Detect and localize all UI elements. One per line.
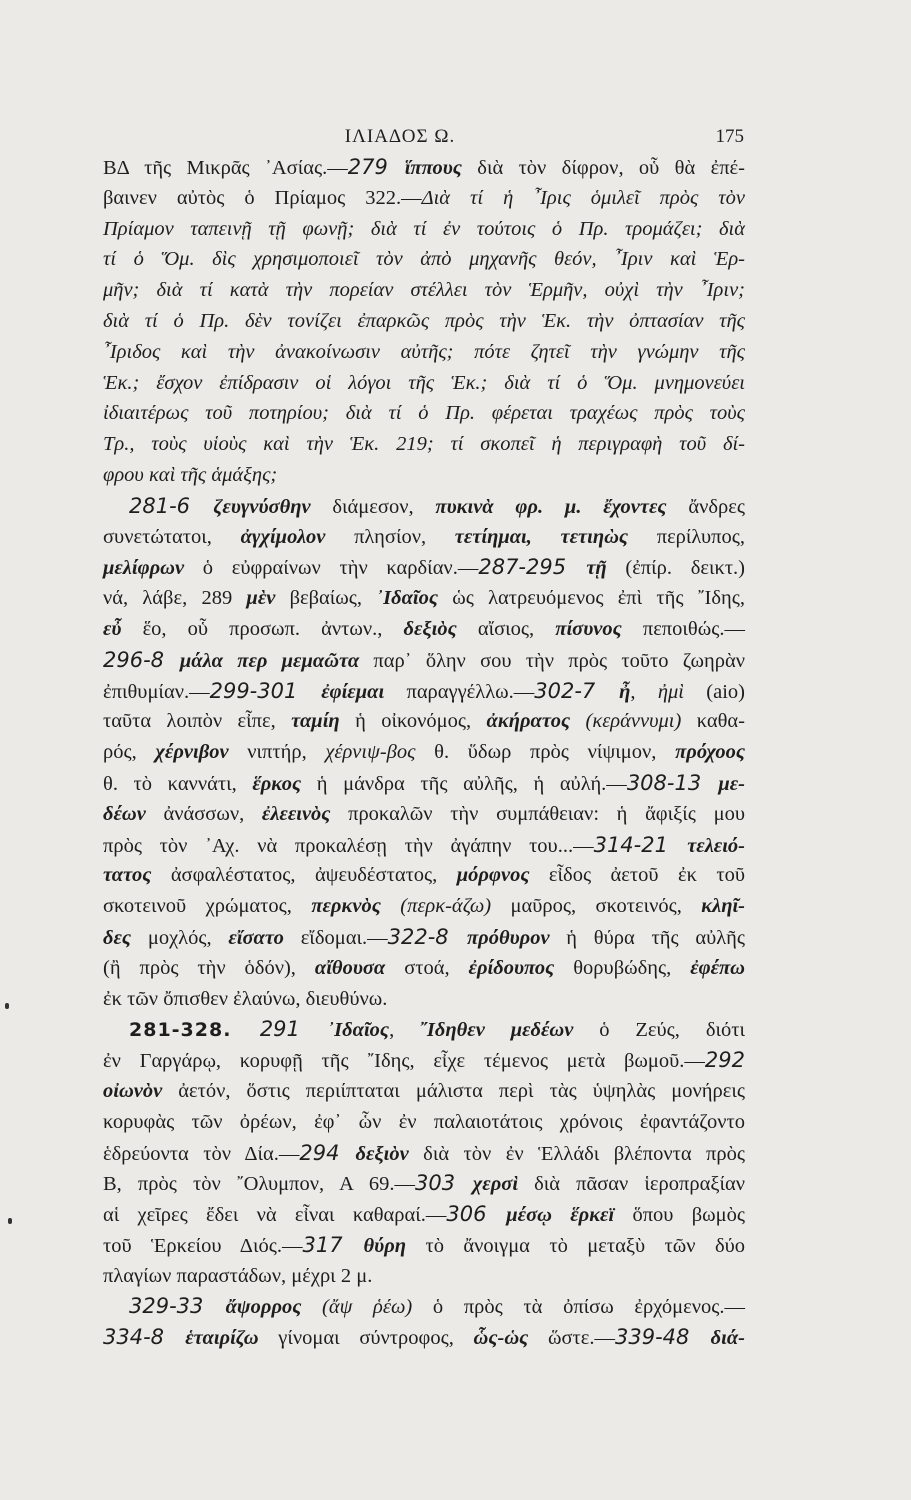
headword: πρόθυρον bbox=[466, 926, 550, 949]
text-line bbox=[103, 522, 745, 553]
roman-text: εἴδομαι.— bbox=[283, 926, 388, 949]
headword: χερσὶ bbox=[472, 1173, 519, 1196]
roman-text: ἐκ τῶν ὄπισθεν ἐλαύνω, διευθύνω. bbox=[103, 987, 388, 1010]
headword: διά- bbox=[710, 1327, 746, 1350]
headword: ἐλεεινὸς bbox=[261, 802, 331, 825]
roman-text: στοά, bbox=[385, 956, 469, 979]
text-line bbox=[103, 768, 745, 799]
headword: οἰωνὸν bbox=[103, 1079, 163, 1102]
line-reference: 292 bbox=[704, 1048, 745, 1073]
line-reference: 317 bbox=[302, 1232, 364, 1257]
roman-text: βεβαίως, bbox=[275, 587, 377, 610]
roman-text: παραγγέλλω.— bbox=[384, 680, 535, 703]
roman-text: (ἢ πρὸς τὴν ὁδόν), bbox=[103, 956, 315, 979]
roman-text: ρός, bbox=[103, 741, 156, 764]
roman-text: διὰ τὸν δίφρον, οὗ θὰ ἐπέ- bbox=[461, 157, 745, 179]
headword: τελειό- bbox=[687, 834, 745, 857]
headword: δες bbox=[103, 926, 132, 949]
headword: μὲν bbox=[246, 587, 276, 610]
roman-text: αἱ χεῖρες ἔδει νὰ εἶναι καθαραί.— bbox=[103, 1204, 447, 1227]
headword: πυκινὰ φρ. μ. ἔχοντες bbox=[435, 495, 667, 518]
roman-text: σκοτεινοῦ χρώματος, bbox=[103, 895, 312, 918]
body-text bbox=[103, 152, 745, 1353]
headword: μέσῳ ἕρκεϊ bbox=[506, 1204, 615, 1227]
text-line bbox=[103, 984, 745, 1015]
roman-text: διὰ πᾶσαν ἱεροπραξίαν bbox=[518, 1173, 745, 1196]
roman-text: ὁ εὐφραίνων τὴν καρδίαν.— bbox=[184, 557, 479, 580]
text-line bbox=[103, 275, 745, 306]
line-reference: 329-33 bbox=[129, 1294, 226, 1319]
line-reference: 281-6 bbox=[129, 493, 214, 518]
roman-text: , bbox=[389, 1019, 421, 1042]
text-line bbox=[103, 799, 745, 830]
text-line bbox=[103, 306, 745, 337]
text-line bbox=[103, 1014, 745, 1045]
italic-text: ῏Ιριδος καὶ τὴν ἀνακοίνωσιν αὐτῆς; πότε ζητεῖ τὴν γνώμην τῆς bbox=[103, 340, 745, 363]
roman-text: γίνομαι σύντροφος, bbox=[258, 1327, 474, 1350]
roman-text: ἕο, οὗ προσωπ. ἀντων., bbox=[121, 617, 404, 640]
roman-text: Β, πρὸς τὸν ῎Ολυμπον, Α 69.— bbox=[103, 1173, 416, 1196]
line-reference: 291 bbox=[259, 1017, 328, 1042]
italic-text: (κεράννυμι) bbox=[570, 710, 682, 733]
headword: δεξιὸς bbox=[403, 617, 457, 640]
text-line bbox=[103, 1138, 745, 1169]
roman-text: μοχλός, bbox=[131, 926, 229, 949]
headword: θύρη bbox=[363, 1234, 407, 1257]
text-line bbox=[103, 1261, 745, 1292]
headword: ἐφίεμαι bbox=[321, 680, 385, 703]
text-line bbox=[103, 645, 745, 676]
line-reference: 334-8 bbox=[103, 1325, 186, 1350]
headword: πίσυνος bbox=[555, 617, 622, 640]
roman-text: προκαλῶν τὴν συμπάθειαν: ἡ ἄφιξίς μου bbox=[330, 802, 745, 825]
text-line bbox=[103, 244, 745, 275]
roman-text: (ἐπίρ. δεικτ.) bbox=[606, 557, 746, 580]
headword: ἐρίδουπος bbox=[468, 956, 555, 979]
headword: μελίφρων bbox=[103, 557, 185, 580]
headword: εὖ bbox=[103, 617, 122, 640]
headword: δέων bbox=[103, 802, 146, 825]
headword: κληῖ- bbox=[701, 895, 745, 918]
headword: ἄψορρος bbox=[225, 1296, 302, 1319]
text-line bbox=[103, 1045, 745, 1076]
section-heading: 281-328. bbox=[129, 1019, 260, 1042]
roman-text: , bbox=[630, 680, 658, 703]
roman-text: νά, λάβε, 289 bbox=[103, 587, 247, 610]
headword: εἴσατο bbox=[228, 926, 284, 949]
headword: δεξιὸν bbox=[355, 1142, 409, 1165]
roman-text: ἡ μάνδρα τῆς αὐλῆς, ἡ αὐλή.— bbox=[301, 772, 627, 795]
headword: τατος bbox=[103, 864, 152, 887]
italic-text: φρου καὶ τῆς ἁμάξης; bbox=[103, 463, 278, 486]
roman-text: ὅπου βωμὸς bbox=[614, 1204, 745, 1227]
page-number: 175 bbox=[715, 126, 744, 147]
italic-text: Τρ., τοὺς υἱοὺς καὶ τὴν Ἑκ. 219; τί σκοπεῖ ἡ περιγραφὴ τοῦ δί- bbox=[103, 433, 745, 456]
line-reference: 303 bbox=[415, 1171, 473, 1196]
italic-text: διὰ τί ὁ Πρ. δὲν τονίζει ἐπαρκῶς πρὸς τὴν Ἑκ. τὴν ὀπτασίαν τῆς bbox=[103, 309, 745, 332]
roman-text: διάμεσον, bbox=[310, 495, 436, 518]
text-line bbox=[103, 1291, 745, 1322]
text-line bbox=[103, 891, 745, 922]
headword: ᾿Ιδαῖος bbox=[376, 587, 438, 610]
text-line bbox=[103, 953, 745, 984]
headword: περκνὸς bbox=[311, 895, 381, 918]
roman-text: ἄνδρες bbox=[666, 495, 745, 518]
line-reference: 302-7 bbox=[534, 678, 620, 703]
text-line bbox=[103, 152, 745, 183]
text-line bbox=[103, 860, 745, 891]
text-line bbox=[103, 614, 745, 645]
roman-text: ὥστε.— bbox=[528, 1327, 616, 1350]
headword: τετίημαι, τετιηὼς bbox=[454, 525, 629, 548]
headword: ἵππους bbox=[404, 157, 462, 179]
line-reference: 339-48 bbox=[615, 1325, 711, 1350]
text-line bbox=[103, 676, 745, 707]
text-line bbox=[103, 1076, 745, 1107]
roman-text: ὡς λατρευόμενος ἐπὶ τῆς ῎Ιδης, bbox=[438, 587, 745, 610]
headword: ταμίη bbox=[291, 710, 340, 733]
roman-text: ἐν Γαργάρῳ, κορυφῇ τῆς ῎Ιδης, εἶχε τέμενος μετὰ βωμοῦ.— bbox=[103, 1050, 705, 1073]
text-line bbox=[103, 583, 745, 614]
line-reference: 314-21 bbox=[593, 832, 688, 857]
headword: ὧς-ὡς bbox=[473, 1327, 529, 1350]
text-line bbox=[103, 830, 745, 861]
running-header-title: ΙΛΙΑΔΟΣ Ω. bbox=[344, 126, 456, 147]
italic-text: Πρίαμον ταπεινῇ τῇ φωνῇ; διὰ τί ἐν τούτοις ὁ Πρ. τρομάζει; διὰ bbox=[103, 217, 745, 240]
roman-text: κορυφὰς τῶν ὀρέων, ἐφ᾿ ὧν ἐν παλαιοτάτοις χρόνοις ἐφαντάζοντο bbox=[103, 1110, 745, 1133]
roman-text: περίλυπος, bbox=[628, 525, 745, 548]
roman-text: εἶδος ἀετοῦ ἐκ τοῦ bbox=[529, 864, 746, 887]
italic-text: ἠμὶ bbox=[657, 680, 684, 703]
italic-text: μῆν; διὰ τί κατὰ τὴν πορείαν στέλλει τὸν Ἑρμῆν, οὐχὶ τὴν ῏Ιριν; bbox=[103, 279, 745, 302]
italic-text: ἰδιαιτέρως τοῦ ποτηρίου; διὰ τί ὁ Πρ. φέρεται τραχέως πρὸς τοὺς bbox=[103, 402, 745, 425]
text-line bbox=[103, 1168, 745, 1199]
roman-text: ταῦτα λοιπὸν εἶπε, bbox=[103, 710, 292, 733]
text-line bbox=[103, 214, 745, 245]
text-line bbox=[103, 183, 745, 214]
italic-text: Διὰ τί ἡ ῏Ιρις ὁμιλεῖ πρὸς τὸν bbox=[421, 186, 745, 209]
line-reference: 308-13 bbox=[626, 770, 719, 795]
roman-text: θ. ὕδωρ πρὸς νίψιμον, bbox=[415, 741, 676, 764]
line-reference: 287-295 bbox=[478, 555, 587, 580]
headword: ἑταιρίζω bbox=[185, 1327, 259, 1350]
italic-text: τί ὁ Ὅμ. δὶς χρησιμοποιεῖ τὸν ἀπὸ μηχανῆς θεόν, ῏Ιριν καὶ Ἑρ- bbox=[103, 248, 745, 271]
italic-text: Ἑκ.; ἔσχον ἐπίδρασιν οἱ λόγοι τῆς Ἑκ.; διὰ τί ὁ Ὅμ. μνημονεύει bbox=[103, 371, 745, 394]
roman-text: ἡ οἰκονόμος, bbox=[339, 710, 487, 733]
text-line bbox=[103, 1199, 745, 1230]
roman-text: θορυβώδης, bbox=[554, 956, 691, 979]
headword: μόρφνος bbox=[456, 864, 530, 887]
roman-text: ὁ Ζεύς, διότι bbox=[573, 1019, 745, 1042]
roman-text: ΒΔ τῆς Μικρᾶς ᾿Ασίας.— bbox=[103, 157, 348, 179]
text-line bbox=[103, 337, 745, 368]
roman-text: συνετώτατοι, bbox=[103, 525, 241, 548]
roman-text: τοῦ Ἑρκείου Διός.— bbox=[103, 1234, 303, 1257]
headword: ζευγνύσθην bbox=[213, 495, 311, 518]
text-line bbox=[103, 368, 745, 399]
text-line bbox=[103, 552, 745, 583]
roman-text: ἐπιθυμίαν.— bbox=[103, 680, 210, 703]
roman-text: νιπτήρ, bbox=[228, 741, 326, 764]
roman-text: ἡ θύρα τῆς αὐλῆς bbox=[549, 926, 746, 949]
headword: ἀκήρατος bbox=[486, 710, 571, 733]
text-line bbox=[103, 460, 745, 491]
headword: μάλα περ μεμαῶτα bbox=[179, 649, 360, 672]
roman-text: τὸ ἄνοιγμα τὸ μεταξὺ τῶν δύο bbox=[406, 1234, 746, 1257]
line-reference: 299-301 bbox=[209, 678, 322, 703]
roman-text: ἀετόν, ὅστις περιίπταται μάλιστα περὶ τὰς ὑψηλὰς μονήρεις bbox=[162, 1079, 745, 1102]
roman-text: παρ᾿ ὅλην σου τὴν πρὸς τοῦτο ζωηρὰν bbox=[359, 649, 745, 672]
headword: ἐφέπω bbox=[690, 956, 746, 979]
text-line bbox=[103, 737, 745, 768]
headword: ἦ bbox=[619, 680, 631, 703]
text-line bbox=[103, 1322, 745, 1353]
headword: ῎Ιδηθεν μεδέων bbox=[420, 1019, 574, 1042]
line-reference: 322-8 bbox=[387, 924, 467, 949]
roman-text: θ. τὸ καννάτι, bbox=[103, 772, 253, 795]
headword: τῇ bbox=[586, 557, 607, 580]
roman-text: πλησίον, bbox=[325, 525, 455, 548]
scan-speck bbox=[5, 1003, 9, 1009]
roman-text: καθα- bbox=[681, 710, 745, 733]
headword: με- bbox=[718, 772, 746, 795]
italic-text: (περκ-άζω) bbox=[380, 895, 492, 918]
text-line bbox=[103, 491, 745, 522]
headword: αἴθουσα bbox=[314, 956, 386, 979]
scan-speck bbox=[8, 1218, 12, 1224]
roman-text: ἑδρεύοντα τὸν Δία.— bbox=[103, 1142, 300, 1165]
roman-text: ἀνάσσων, bbox=[145, 802, 262, 825]
headword: χέρνιβον bbox=[155, 741, 229, 764]
headword: πρόχοος bbox=[675, 741, 745, 764]
text-line bbox=[103, 922, 745, 953]
roman-text: ὁ πρὸς τὰ ὀπίσω ἐρχόμενος.— bbox=[412, 1296, 745, 1319]
roman-text: πρὸς τὸν ᾿Αχ. νὰ προκαλέσῃ τὴν ἀγάπην του...— bbox=[103, 834, 594, 857]
text-line bbox=[103, 1107, 745, 1138]
line-reference: 306 bbox=[446, 1202, 507, 1227]
text-line bbox=[103, 1230, 745, 1261]
roman-text: ἀσφαλέστατος, ἀψευδέστατος, bbox=[151, 864, 457, 887]
headword: ἕρκος bbox=[252, 772, 302, 795]
headword: ἀγχίμολον bbox=[240, 525, 326, 548]
roman-text: πλαγίων παραστάδων, μέχρι 2 μ. bbox=[103, 1264, 373, 1287]
headword: ᾿Ιδαῖος bbox=[327, 1019, 390, 1042]
italic-text: χέρνιψ-βος bbox=[325, 741, 416, 764]
text-line bbox=[103, 706, 745, 737]
line-reference: 279 bbox=[347, 155, 405, 179]
roman-text: βαινεν αὐτὸς ὁ Πρίαμος 322.— bbox=[103, 186, 422, 209]
text-line bbox=[103, 398, 745, 429]
roman-text: πεποιθώς.— bbox=[621, 617, 745, 640]
text-line bbox=[103, 429, 745, 460]
italic-text: (ἄψ ῥέω) bbox=[301, 1296, 413, 1319]
roman-text: μαῦρος, σκοτεινός, bbox=[491, 895, 702, 918]
roman-text: (aio) bbox=[684, 680, 746, 703]
roman-text: διὰ τὸν ἐν Ἑλλάδι βλέποντα πρὸς bbox=[408, 1142, 745, 1165]
line-reference: 294 bbox=[299, 1140, 356, 1165]
roman-text: αἴσιος, bbox=[456, 617, 556, 640]
line-reference: 296-8 bbox=[103, 647, 180, 672]
